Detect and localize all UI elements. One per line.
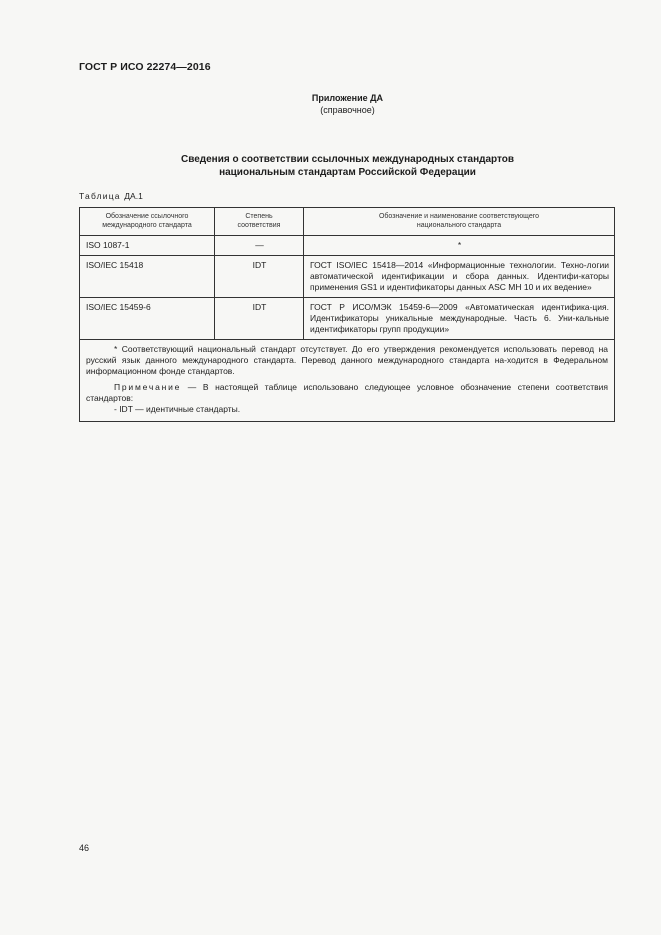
- note-text: — В настоящей таблице использовано следующее условное обозначение степени соответствия стандартов:: [86, 382, 608, 403]
- correspondence-table: [79, 207, 615, 422]
- row-national-standard: ГОСТ ISO/IEC 15418—2014 «Информационные технологии. Техно-логии автоматической идентификации и сбора данных. Идентифи-каторы применения GS1 и идентификаторы данных ASC MH 10 и их ведение»: [304, 256, 615, 298]
- row-designation: ISO/IEC 15418: [80, 256, 215, 298]
- table-row: [80, 236, 615, 256]
- standard-code: ГОСТ Р ИСО 22274—2016: [79, 61, 211, 73]
- row-degree: —: [215, 236, 304, 256]
- table-caption: [79, 191, 143, 201]
- header-national-line-1: Обозначение и наименование соответствующего: [378, 213, 540, 220]
- row-degree: IDT: [215, 256, 304, 298]
- table-row: [80, 298, 615, 340]
- header-degree-line-2: соответствия: [237, 222, 281, 229]
- note: [86, 382, 608, 404]
- table-header-row: [80, 208, 615, 236]
- document-title-line-2: национальным стандартам Российской Федерации: [219, 167, 476, 178]
- footnote: * Соответствующий национальный стандарт отсутствует. До его утверждения рекомендуется использовать перевод на русский язык данного международного стандарта. Перевод данного международного стандарта на-ходится в Федеральном информационном фонде стандартов.: [86, 344, 608, 376]
- row-degree: IDT: [215, 298, 304, 340]
- row-national-standard: ГОСТ Р ИСО/МЭК 15459-6—2009 «Автоматическая идентифика-ция. Идентификаторы уникальные международные. Часть 6. Уни-кальные идентификаторы групп продукции»: [304, 298, 615, 340]
- document-title: [79, 153, 616, 179]
- header-degree: [215, 208, 304, 236]
- page-number: 46: [79, 843, 90, 853]
- header-designation-line-1: Обозначение ссылочного: [105, 213, 189, 220]
- header-national-line-2: национального стандарта: [416, 222, 502, 229]
- note-item: - IDT — идентичные стандарты.: [114, 404, 241, 414]
- table-footer-row: [80, 340, 615, 422]
- annex-subtitle: (справочное): [320, 105, 375, 115]
- document-title-line-1: Сведения о соответствии ссылочных международных стандартов: [180, 154, 515, 165]
- annex-heading: [79, 92, 616, 116]
- header-designation: [80, 208, 215, 236]
- header-national-standard: [304, 208, 615, 236]
- row-national-standard: *: [304, 236, 615, 256]
- annex-title: Приложение ДА: [311, 93, 384, 103]
- table-footnote-cell: [80, 340, 615, 422]
- table-caption-number: ДА.1: [124, 191, 143, 201]
- row-designation: ISO 1087-1: [80, 236, 215, 256]
- row-designation: ISO/IEC 15459-6: [80, 298, 215, 340]
- header-degree-line-1: Степень: [245, 213, 273, 220]
- table-caption-word: Таблица: [79, 191, 121, 201]
- table-row: [80, 256, 615, 298]
- header-designation-line-2: международного стандарта: [102, 222, 192, 229]
- note-label: Примечание: [114, 382, 182, 392]
